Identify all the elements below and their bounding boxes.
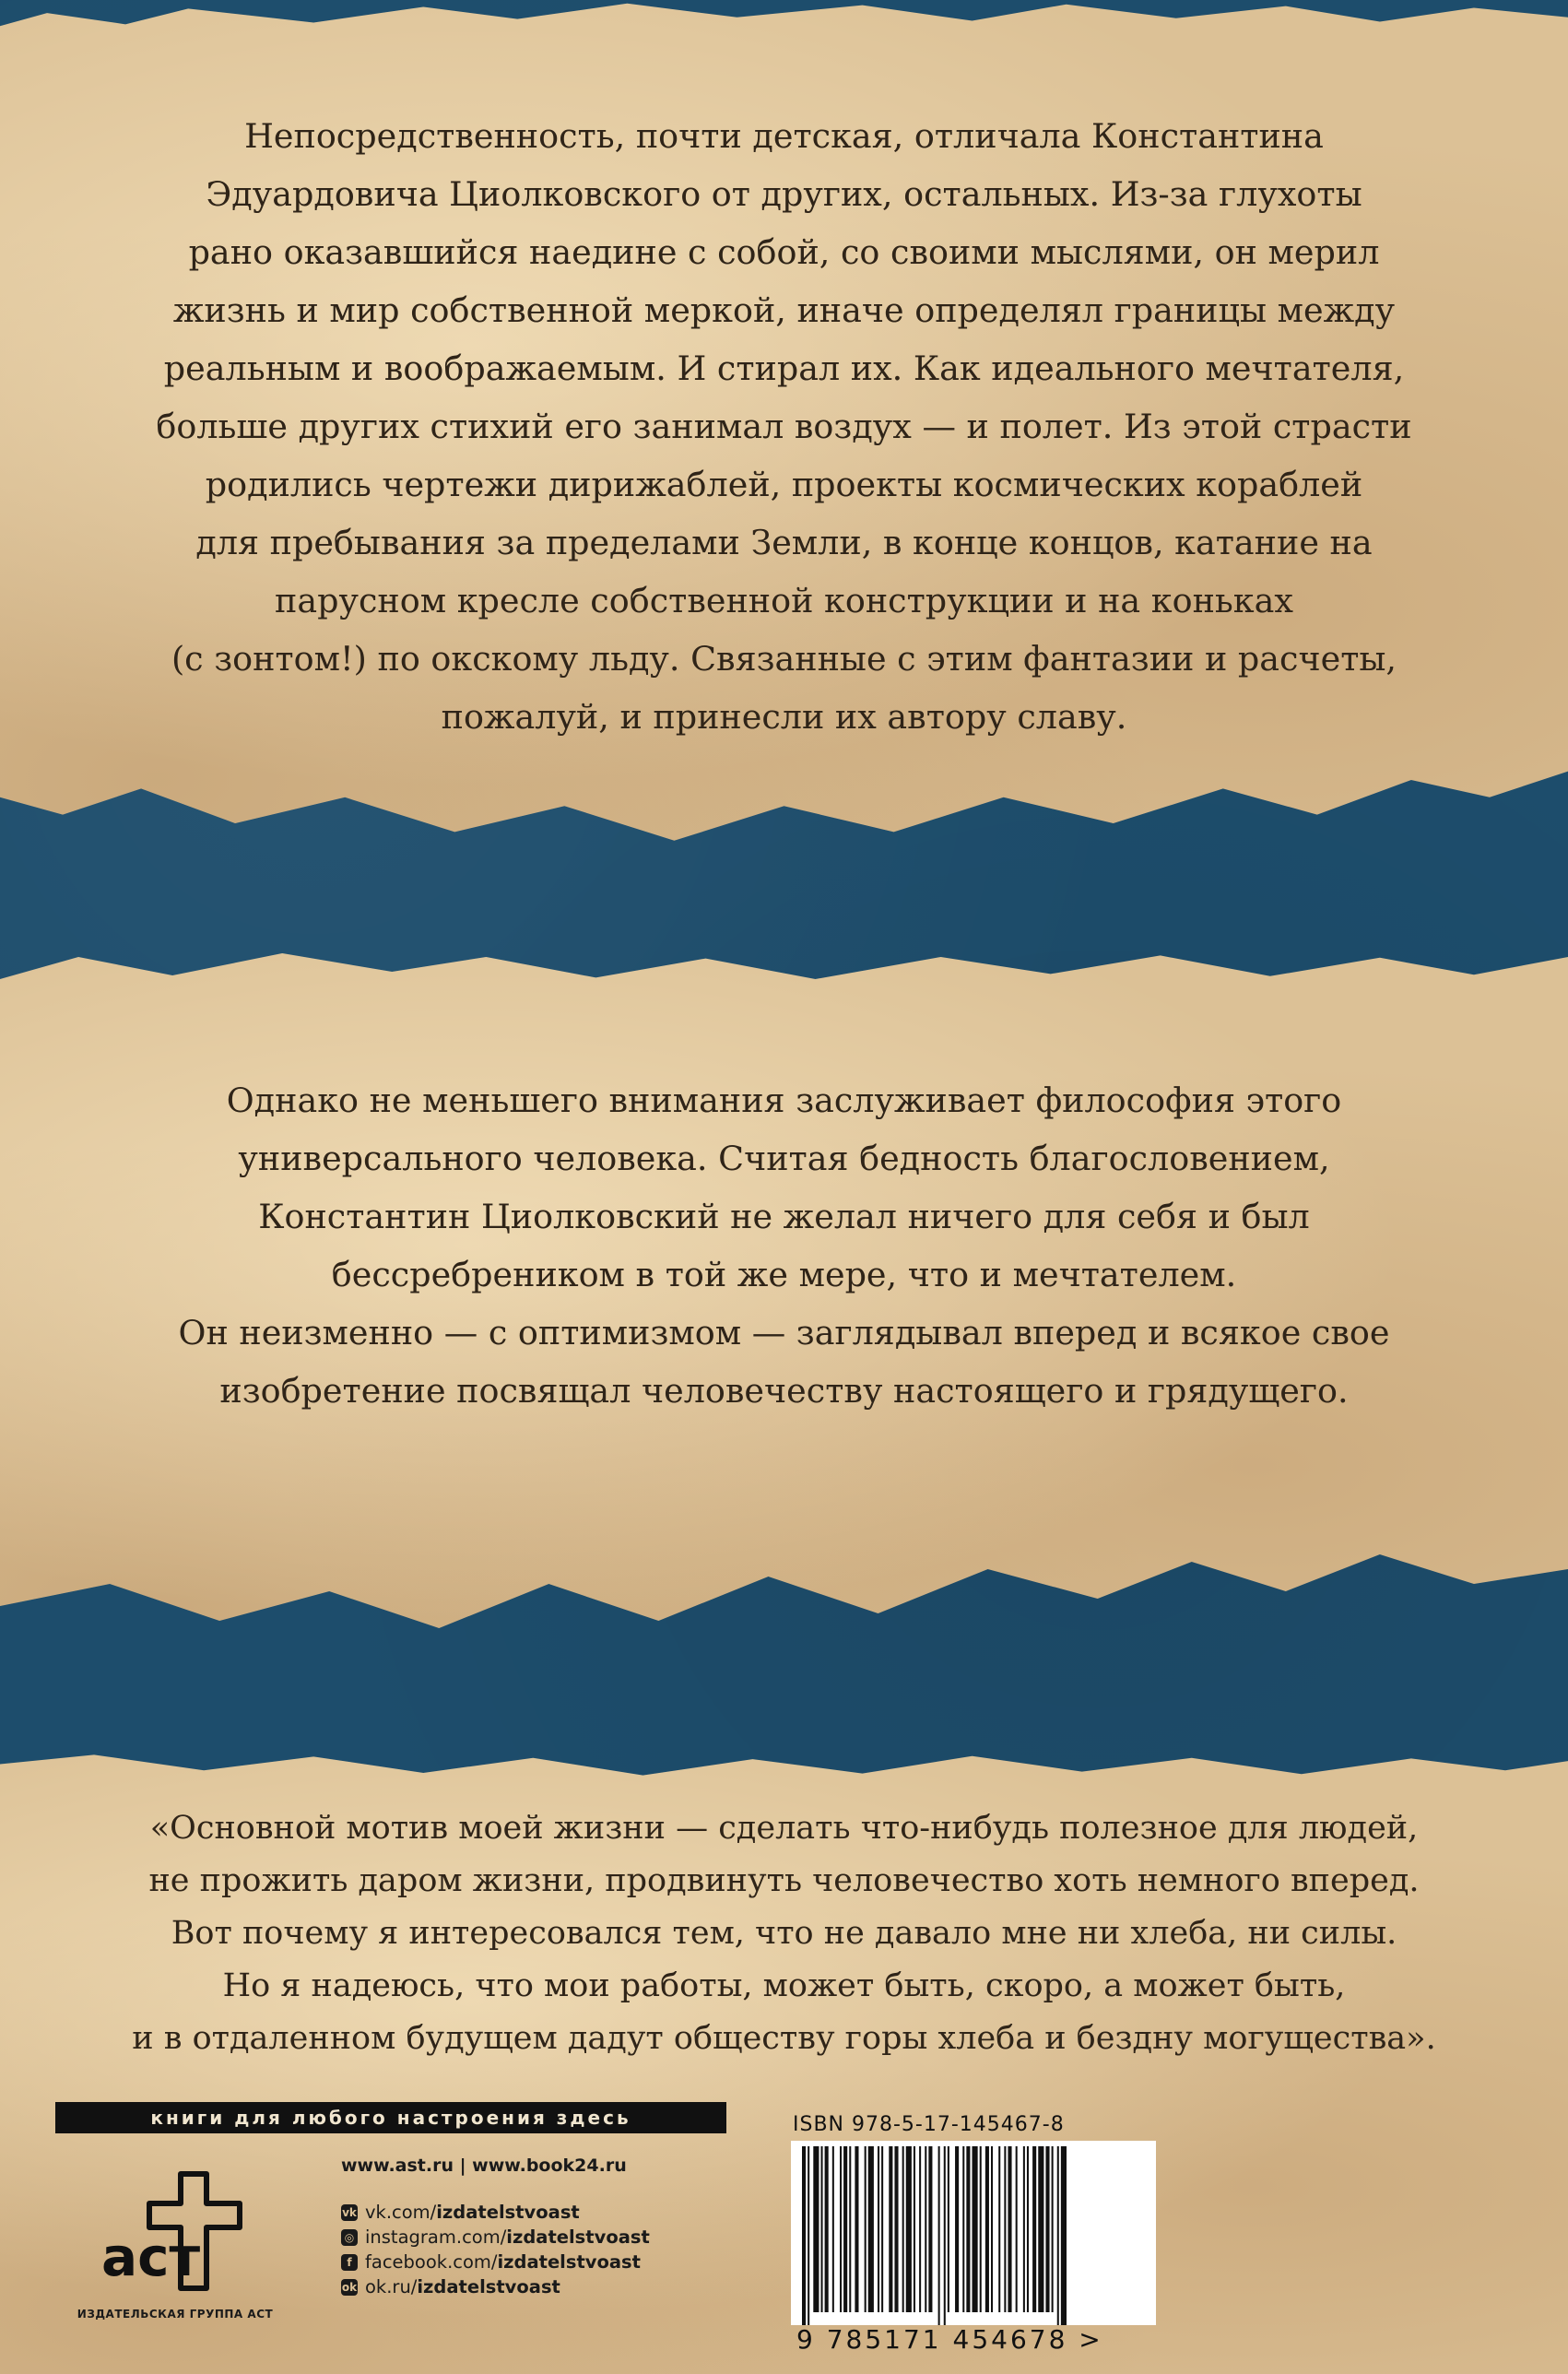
text-line: Константин Циолковский не желал ничего для себя и был: [258, 1197, 1310, 1236]
social-link-facebook[interactable]: [341, 2250, 650, 2274]
facebook-icon: f: [341, 2254, 358, 2271]
barcode-bar: [1057, 2146, 1059, 2325]
text-line: жизнь и мир собственной меркой, иначе определял границы между: [172, 290, 1396, 330]
social-handle: izdatelstvoast: [436, 2202, 580, 2223]
text-line: (с зонтом!) по окскому льду. Связанные с этим фантазии и расчеты,: [171, 639, 1397, 679]
text-line: родились чертежи дирижаблей, проекты космических кораблей: [205, 465, 1363, 504]
barcode-bar: [881, 2146, 883, 2312]
barcode-bar: [1038, 2146, 1043, 2312]
text-line: больше других стихий его занимал воздух — и полет. Из этой страсти: [156, 407, 1412, 446]
social-handle: izdatelstvoast: [497, 2251, 641, 2273]
barcode-bar: [973, 2146, 978, 2312]
barcode-bar: [1061, 2146, 1067, 2325]
barcode-bar: [802, 2146, 806, 2325]
barcode-bar: [1045, 2146, 1049, 2312]
barcode-bar: [1008, 2146, 1011, 2312]
social-handle: izdatelstvoast: [506, 2226, 650, 2248]
barcode-digits: 9 785171 454678 >: [796, 2324, 1103, 2355]
barcode-bar: [955, 2146, 959, 2312]
social-link-vk[interactable]: [341, 2200, 650, 2225]
odnoklassniki-icon: ok: [341, 2280, 358, 2294]
barcode-bar: [962, 2146, 964, 2312]
logo-lettering: аст: [101, 2226, 201, 2288]
barcode-bar: [808, 2146, 809, 2325]
barcode-bar: [902, 2146, 904, 2312]
barcode-bar: [938, 2146, 940, 2325]
barcode-bar: [821, 2146, 823, 2312]
barcode-bar: [865, 2146, 867, 2312]
barcode-bar: [832, 2146, 834, 2312]
barcode-bar: [843, 2146, 847, 2312]
barcode-bar: [998, 2146, 1000, 2312]
isbn-label: ISBN 978-5-17-145467-8: [793, 2113, 1065, 2136]
instagram-icon: ◎: [341, 2229, 358, 2246]
barcode-bar: [985, 2146, 989, 2312]
tagline-bar: [55, 2102, 726, 2133]
text-line: Эдуардовича Циолковского от других, остальных. Из-за глухоты: [206, 174, 1362, 214]
tagline-text: книги для любого настроения здесь: [150, 2107, 631, 2129]
barcode-bar: [1027, 2146, 1029, 2312]
barcode-bar: [1032, 2146, 1036, 2312]
barcode-bar: [849, 2146, 851, 2312]
quote-paragraph: [0, 1802, 1568, 2065]
barcode-bar: [906, 2146, 912, 2312]
intro-paragraph: [0, 107, 1568, 746]
barcode-bar: [928, 2146, 932, 2312]
social-handle: izdatelstvoast: [417, 2276, 560, 2297]
social-link-instagram[interactable]: [341, 2225, 650, 2250]
barcode-bar: [919, 2146, 921, 2312]
text-line: Однако не меньшего внимания заслуживает философия этого: [226, 1081, 1342, 1120]
text-line: реальным и воображаемым. И стирал их. Как идеального мечтателя,: [163, 348, 1405, 388]
barcode-bar: [948, 2146, 949, 2312]
barcode-bar: [825, 2146, 829, 2312]
barcode: [791, 2141, 1156, 2325]
barcode-bar: [813, 2146, 819, 2312]
barcode-bar: [980, 2146, 982, 2312]
social-prefix: instagram.com/: [365, 2226, 507, 2248]
ast-logo: [92, 2167, 249, 2296]
text-line: Вот почему я интересовался тем, что не давало мне ни хлеба, ни силы.: [171, 1915, 1397, 1952]
text-line: бессребреником в той же мере, что и мечтателем.: [331, 1255, 1237, 1294]
publisher-caption: ИЗДАТЕЛЬСКАЯ ГРУППА АСТ: [77, 2308, 274, 2321]
barcode-bar: [1016, 2146, 1018, 2312]
text-line: не прожить даром жизни, продвинуть человечество хоть немного вперед.: [148, 1862, 1420, 1899]
websites[interactable]: www.ast.ru | www.book24.ru: [341, 2155, 627, 2176]
barcode-bar: [868, 2146, 874, 2312]
social-link-ok[interactable]: [341, 2274, 650, 2299]
barcode-bar: [894, 2146, 898, 2312]
text-line: Он неизменно — с оптимизмом — заглядывал вперед и всякое свое: [178, 1313, 1390, 1352]
text-line: парусном кресле собственной конструкции и на коньках: [275, 581, 1293, 620]
social-prefix: facebook.com/: [365, 2251, 498, 2273]
vk-icon: vk: [342, 2205, 357, 2219]
barcode-bar: [840, 2146, 842, 2312]
social-prefix: ok.ru/: [365, 2276, 418, 2297]
philosophy-paragraph: [0, 1071, 1568, 1420]
barcode-bar: [889, 2146, 892, 2312]
barcode-bar: [855, 2146, 858, 2312]
barcode-bar: [1004, 2146, 1006, 2312]
barcode-bar: [966, 2146, 970, 2312]
text-line: пожалуй, и принесли их автору славу.: [441, 697, 1127, 737]
barcode-bar: [1023, 2146, 1025, 2312]
text-line: универсального человека. Считая бедность благословением,: [238, 1139, 1330, 1178]
text-line: изобретение посвящал человечеству настоящего и грядущего.: [219, 1371, 1349, 1411]
barcode-bar: [944, 2146, 946, 2325]
text-line: Но я надеюсь, что мои работы, может быть, скоро, а может быть,: [222, 1967, 1346, 2004]
social-links: [341, 2200, 650, 2299]
barcode-bar: [914, 2146, 915, 2312]
text-line: рано оказавшийся наедине с собой, со своими мыслями, он мерил: [188, 232, 1380, 272]
barcode-bar: [925, 2146, 926, 2312]
barcode-bar: [991, 2146, 993, 2312]
social-prefix: vk.com/: [365, 2202, 437, 2223]
text-line: и в отдаленном будущем дадут обществу горы хлеба и бездну могущества».: [132, 2020, 1436, 2057]
text-line: для пребывания за пределами Земли, в конце концов, катание на: [195, 523, 1373, 562]
barcode-bar: [878, 2146, 879, 2312]
barcode-bar: [1052, 2146, 1054, 2312]
text-line: «Основной мотив моей жизни — сделать что-нибудь полезное для людей,: [149, 1810, 1419, 1847]
text-line: Непосредственность, почти детская, отличала Константина: [244, 116, 1324, 156]
